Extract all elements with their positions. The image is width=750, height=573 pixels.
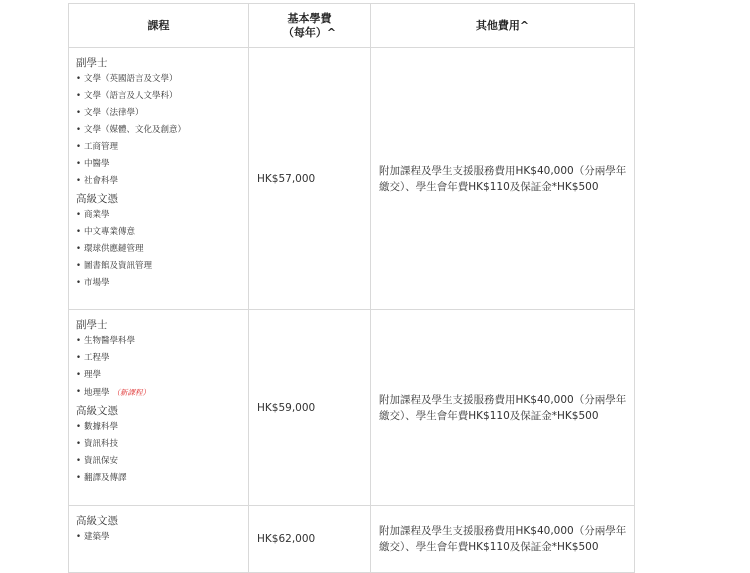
programme-list [76, 333, 248, 402]
header-programme: 課程 [69, 4, 249, 48]
header-row [69, 4, 635, 48]
programme-item[interactable]: • 社會科學 [76, 173, 248, 190]
programme-item[interactable]: • 文學（媒體、文化及創意） [76, 122, 248, 139]
group-title: 高級文憑 [76, 405, 118, 417]
basic-fee-cell: HK$57,000 [249, 48, 371, 310]
fees-table [68, 3, 635, 573]
programme-cell [69, 506, 249, 573]
group-title: 副學士 [76, 319, 108, 331]
programme-item[interactable]: • 中文專業傳意 [76, 224, 248, 241]
programme-list [76, 419, 248, 487]
programme-item[interactable]: • 文學（語言及人文學科） [76, 88, 248, 105]
programme-item[interactable]: • 文學（英國語言及文學） [76, 71, 248, 88]
basic-fee-cell: HK$59,000 [249, 310, 371, 506]
programme-list [76, 71, 248, 190]
new-programme-badge: （新課程） [112, 388, 151, 397]
other-fees-cell: 附加課程及學生支援服務費用HK$40,000（分兩學年繳交）、學生會年費HK$110及保証金*HK$500 [371, 310, 635, 506]
group-title: 副學士 [76, 57, 108, 69]
other-fees-cell: 附加課程及學生支援服務費用HK$40,000（分兩學年繳交）、學生會年費HK$110及保証金*HK$500 [371, 506, 635, 573]
programme-item[interactable]: • 理學 [76, 367, 248, 384]
programme-item-label: 地理學 [84, 388, 110, 398]
programme-item[interactable]: • 翻譯及傳譯 [76, 470, 248, 487]
programme-list [76, 529, 248, 546]
programme-item[interactable] [76, 384, 248, 402]
programme-item[interactable]: • 工商管理 [76, 139, 248, 156]
basic-fee-cell: HK$62,000 [249, 506, 371, 573]
programme-item[interactable]: • 資訊保安 [76, 453, 248, 470]
programme-cell [69, 48, 249, 310]
programme-item[interactable]: • 資訊科技 [76, 436, 248, 453]
programme-item[interactable]: • 中醫學 [76, 156, 248, 173]
programme-item[interactable]: • 環球供應鏈管理 [76, 241, 248, 258]
group-title: 高級文憑 [76, 193, 118, 205]
programme-item[interactable]: • 市場學 [76, 275, 248, 292]
programme-item[interactable]: • 文學（法律學） [76, 105, 248, 122]
header-basic-fee [249, 4, 371, 48]
header-basic-fee-line2: （每年）^ [282, 25, 337, 39]
header-basic-fee-line1: 基本學費 [287, 11, 332, 25]
other-fees-cell: 附加課程及學生支援服務費用HK$40,000（分兩學年繳交）、學生會年費HK$110及保証金*HK$500 [371, 48, 635, 310]
programme-item[interactable]: • 數據科學 [76, 419, 248, 436]
table-row [69, 48, 635, 310]
table-row [69, 506, 635, 573]
table-row [69, 310, 635, 506]
programme-item[interactable]: • 工程學 [76, 350, 248, 367]
programme-list [76, 207, 248, 292]
programme-cell [69, 310, 249, 506]
programme-item[interactable]: • 圖書館及資訊管理 [76, 258, 248, 275]
header-other-fees: 其他費用^ [371, 4, 635, 48]
group-title: 高級文憑 [76, 515, 118, 527]
programme-item[interactable]: • 生物醫學科學 [76, 333, 248, 350]
programme-item[interactable]: • 建築學 [76, 529, 248, 546]
programme-item[interactable]: • 商業學 [76, 207, 248, 224]
